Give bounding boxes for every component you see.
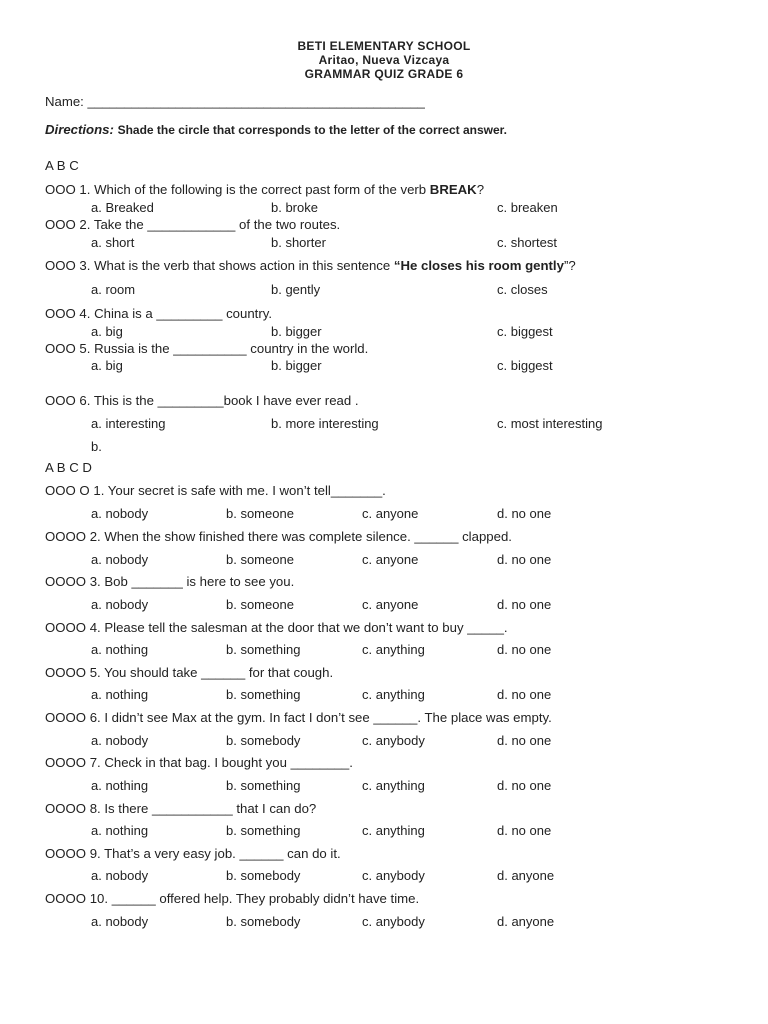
option-b[interactable]: b. shorter [271,235,326,250]
directions-text: Shade the circle that corresponds to the letter of the correct answer. [117,123,507,137]
option-b[interactable]: b. something [226,642,301,657]
option-a[interactable]: a. short [91,235,135,250]
option-d[interactable]: d. anyone [497,868,555,883]
option-a[interactable]: a. nothing [91,778,149,793]
school-name: BETI ELEMENTARY SCHOOL [297,39,471,53]
option-a[interactable]: a. nothing [91,823,149,838]
question-2-3: OOOO 3. Bob _______ is here to see you. [45,574,295,589]
option-d[interactable]: d. no one [497,687,552,702]
option-b[interactable]: b. somebody [226,868,301,883]
option-c[interactable]: c. biggest [497,324,553,339]
option-c[interactable]: c. anybody [362,733,425,748]
question-2-6: OOOO 6. I didn’t see Max at the gym. In fact I don’t see ______. The place was empty. [45,710,552,725]
option-b[interactable]: b. something [226,823,301,838]
option-b[interactable]: b. bigger [271,324,322,339]
question-text: OOO 6. This is the _________book I have ever read . [45,393,359,408]
option-c[interactable]: c. anything [362,778,425,793]
option-d[interactable]: d. no one [497,733,552,748]
option-c[interactable]: c. anything [362,642,425,657]
option-b[interactable]: b. someone [226,597,294,612]
question-text: OOO 5. Russia is the __________ country in the world. [45,341,369,356]
option-a[interactable]: a. nothing [91,687,149,702]
option-b[interactable]: b. bigger [271,358,322,373]
question-2-5: OOOO 5. You should take ______ for that cough. [45,665,334,680]
option-a[interactable]: a. nobody [91,868,149,883]
option-b[interactable]: b. gently [271,282,321,297]
part1-heading: A B C [45,158,79,173]
question-text: OOO 3. What is the verb that shows action in this sentence [45,258,394,273]
option-a[interactable]: a. nobody [91,506,149,521]
question-text: OOO 4. China is a _________ country. [45,306,273,321]
name-field[interactable]: Name: ______________________________________________ [45,94,425,109]
option-d[interactable]: d. no one [497,823,552,838]
option-a[interactable]: a. nobody [91,914,149,929]
option-d[interactable]: d. no one [497,778,552,793]
option-c[interactable]: c. anyone [362,597,419,612]
option-d[interactable]: d. no one [497,597,552,612]
question-1-1 [45,182,484,198]
question-1-6 [45,393,359,409]
option-b[interactable]: b. something [226,778,301,793]
option-c[interactable]: c. anybody [362,914,425,929]
option-d[interactable]: d. no one [497,552,552,567]
option-c[interactable]: c. most interesting [497,416,603,431]
option-b[interactable]: b. someone [226,506,294,521]
question-text: OOO 1. Which of the following is the correct past form of the verb [45,182,430,197]
question-1-3 [45,258,576,274]
question-text: OOO 2. Take the ____________ of the two routes. [45,217,341,232]
option-c[interactable]: c. biggest [497,358,553,373]
option-d[interactable]: d. no one [497,642,552,657]
part2-heading: A B C D [45,460,92,475]
question-2-9: OOOO 9. That’s a very easy job. ______ can do it. [45,846,341,861]
option-c[interactable]: c. anyone [362,552,419,567]
option-a[interactable]: a. interesting [91,416,166,431]
option-b[interactable]: b. more interesting [271,416,379,431]
option-c[interactable]: c. breaken [497,200,558,215]
option-c[interactable]: c. anybody [362,868,425,883]
option-a[interactable]: a. Breaked [91,200,154,215]
directions [45,122,507,138]
option-c[interactable]: c. anything [362,823,425,838]
option-d[interactable]: d. no one [497,506,552,521]
option-a[interactable]: a. room [91,282,136,297]
question-2-1: OOO O 1. Your secret is safe with me. I won’t tell_______. [45,483,386,498]
question-1-4 [45,306,272,322]
question-emphasis: “He closes his room gently [393,258,564,273]
question-1-5 [45,341,368,357]
option-b[interactable]: b. somebody [226,733,301,748]
option-b[interactable]: b. somebody [226,914,301,929]
school-location: Aritao, Nueva Vizcaya [318,53,450,67]
question-2-2: OOOO 2. When the show finished there was complete silence. ______ clapped. [45,529,512,544]
option-b[interactable]: b. someone [226,552,294,567]
option-b[interactable]: b. broke [271,200,318,215]
question-1-2 [45,217,340,233]
directions-label: Directions: [45,122,114,137]
question-emphasis: BREAK [429,182,477,197]
option-c[interactable]: c. closes [497,282,548,297]
option-c[interactable]: c. anyone [362,506,419,521]
option-c[interactable]: c. shortest [497,235,557,250]
option-a[interactable]: a. big [91,324,123,339]
stray-option-b: b. [91,439,102,454]
question-suffix: ”? [563,258,576,273]
question-suffix: ? [476,182,485,197]
option-a[interactable]: a. nobody [91,597,149,612]
option-a[interactable]: a. nothing [91,642,149,657]
option-a[interactable]: a. big [91,358,123,373]
option-a[interactable]: a. nobody [91,733,149,748]
option-b[interactable]: b. something [226,687,301,702]
question-2-8: OOOO 8. Is there ___________ that I can do? [45,801,317,816]
quiz-title: GRAMMAR QUIZ GRADE 6 [304,67,464,81]
question-2-4: OOOO 4. Please tell the salesman at the door that we don’t want to buy _____. [45,620,508,635]
option-d[interactable]: d. anyone [497,914,555,929]
question-2-7: OOOO 7. Check in that bag. I bought you ________. [45,755,353,770]
option-a[interactable]: a. nobody [91,552,149,567]
option-c[interactable]: c. anything [362,687,425,702]
question-2-10: OOOO 10. ______ offered help. They probably didn’t have time. [45,891,420,906]
